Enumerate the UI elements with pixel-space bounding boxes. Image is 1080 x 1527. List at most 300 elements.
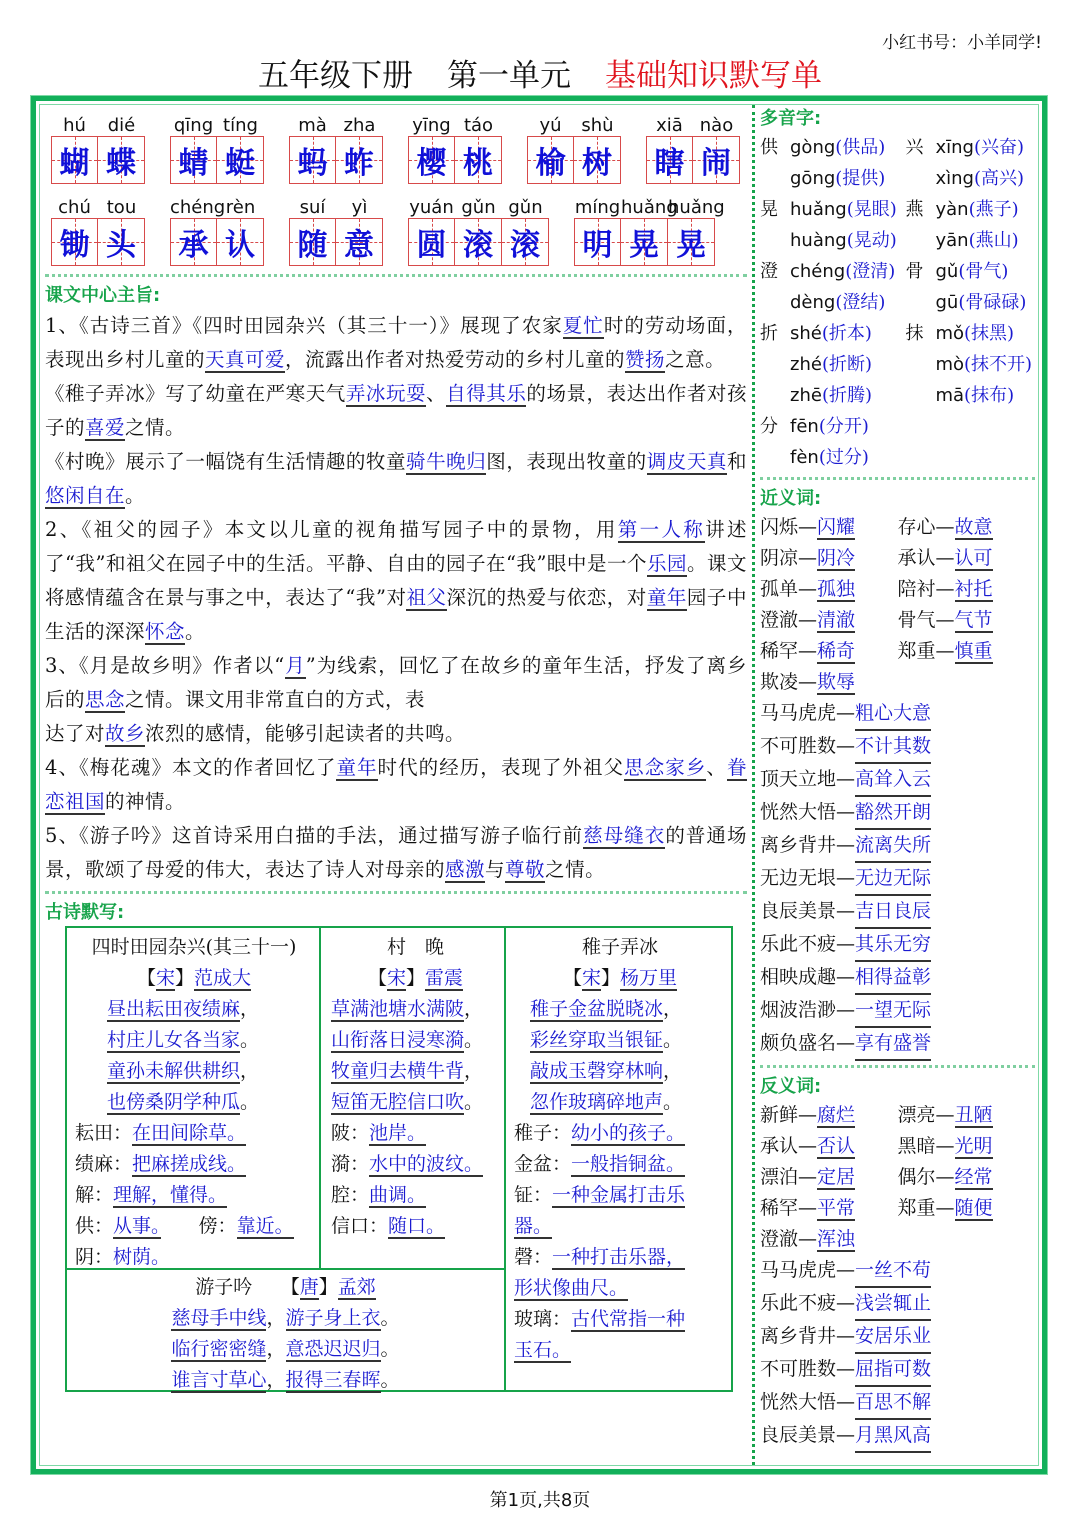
poem-line	[67, 1303, 504, 1334]
bracket: 】	[318, 1276, 338, 1298]
idiom: 良辰美景—	[760, 900, 856, 922]
note-line	[75, 1211, 313, 1242]
poems-table	[65, 926, 733, 1392]
pinyin: tou	[106, 197, 137, 218]
polyphone-char: 抹	[905, 323, 924, 344]
column-divider	[752, 105, 755, 1465]
answer-word: 光明	[954, 1135, 993, 1157]
idiom: 良辰美景—	[760, 1424, 856, 1446]
polyphone-char: 晃	[760, 199, 778, 220]
idiom: 烟波浩渺—	[760, 999, 856, 1021]
tianzige-boxes	[408, 218, 549, 266]
answer-idiom: 吉日良辰	[855, 896, 931, 929]
note-term: 玻璃：	[514, 1308, 572, 1330]
poem-line	[331, 1056, 500, 1087]
polyphone-char	[905, 225, 935, 256]
tianzige-cell	[502, 218, 549, 266]
polyphone-char	[905, 287, 935, 318]
antonyms-idiom-row	[760, 1387, 1035, 1420]
bracket: 【	[562, 967, 582, 989]
polyphone-example: (抹布)	[964, 385, 1015, 406]
poem-line-text: 谁言寸草心	[171, 1369, 267, 1391]
word: 漂泊—	[760, 1166, 818, 1188]
poem-line	[331, 994, 500, 1025]
polyphone-char	[905, 163, 935, 194]
answer-word: 平常	[817, 1197, 856, 1219]
word: 陪衬—	[897, 578, 955, 600]
note-def: 理解，懂得。	[113, 1184, 228, 1206]
polyphone-example: (澄清)	[845, 261, 896, 282]
bracket: 【	[136, 967, 156, 989]
answer-word: 故意	[954, 516, 993, 538]
poem-line	[67, 1334, 504, 1365]
polyphones-title: 多音字:	[760, 108, 822, 129]
note-term: 陂：	[331, 1122, 370, 1144]
note-line	[331, 1180, 500, 1211]
theme-1c: 《村晚》展示了一幅饶有生活情趣的牧童骑牛晚归图，表现出牧童的调皮天真和悠闲自在。	[45, 450, 747, 507]
tianzige-cell	[98, 218, 145, 266]
punct: ，	[464, 998, 484, 1020]
punct: 。	[464, 1091, 484, 1113]
antonyms-pair	[760, 1131, 898, 1162]
tianzige-boxes	[527, 136, 621, 184]
antonyms-row	[760, 1193, 1035, 1224]
note-def: 在田间除草。	[132, 1122, 247, 1144]
note-term: 钲：	[514, 1184, 553, 1206]
idiom: 马马虎虎—	[760, 702, 856, 724]
polyphone-example: (燕子)	[968, 199, 1019, 220]
answer-word: 否认	[817, 1135, 856, 1157]
title-grade: 五年级下册	[258, 58, 413, 94]
synonyms-idiom-row	[760, 764, 1035, 797]
hanzi: 锄	[59, 228, 90, 263]
poem-author: 范成大	[194, 967, 252, 989]
synonyms-pair	[898, 605, 1036, 636]
pinyin: huǎng	[621, 197, 678, 218]
synonyms-row	[760, 574, 1035, 605]
poem-line	[75, 1056, 313, 1087]
themes-paragraphs	[45, 309, 747, 887]
punct: ，	[464, 1060, 484, 1082]
tianzige-cell	[693, 136, 740, 184]
note-term: 供：	[75, 1215, 114, 1237]
idiom: 不可胜数—	[760, 735, 856, 757]
poem-line-text: 忽作玻璃碎地声	[530, 1091, 664, 1113]
polyphone-char: 折	[760, 323, 778, 344]
section-divider	[760, 477, 1035, 480]
polyphone-pinyin: huàng	[790, 230, 847, 251]
poem-author-line	[331, 963, 500, 994]
hanzi: 圆	[416, 228, 447, 263]
polyphone-pinyin: zhé	[790, 354, 822, 375]
pinyin: mà	[298, 115, 327, 136]
polyphone-example: (提供)	[835, 168, 886, 189]
poem-4	[67, 1268, 506, 1390]
word: 骨气—	[897, 609, 955, 631]
poem-author-line	[75, 963, 313, 994]
pinyin: xiā	[656, 115, 683, 136]
synonyms-pair	[760, 543, 898, 574]
polyphone-cell	[760, 132, 905, 163]
polyphone-char: 分	[760, 416, 778, 437]
polyphone-cell	[760, 380, 905, 411]
poem-line	[331, 1025, 500, 1056]
note-line	[514, 1304, 726, 1335]
polyphone-row	[760, 318, 1035, 349]
poem-line-text: 童孙未解供耕织	[107, 1060, 241, 1082]
poem-line-text: 也傍桑阴学种瓜	[107, 1091, 241, 1113]
note-def: 一种打击乐器，	[552, 1246, 686, 1268]
pinyin: rèn	[225, 197, 256, 218]
idiom: 顶天立地—	[760, 768, 856, 790]
poem-line	[331, 1087, 500, 1118]
antonyms-idiom-row	[760, 1420, 1035, 1453]
synonyms-idiom-row	[760, 698, 1035, 731]
polyphone-row	[760, 287, 1035, 318]
hanzi: 榆	[535, 146, 566, 181]
polyphone-cell	[905, 411, 1035, 442]
poem-author: 雷震	[425, 967, 464, 989]
pinyin: yīng	[412, 115, 451, 136]
note-term: 腔：	[331, 1184, 370, 1206]
answer-idiom: 安居乐业	[855, 1321, 931, 1354]
poem-dynasty: 宋	[155, 967, 175, 989]
pinyin: míng	[574, 197, 621, 218]
poem-name: 游子吟	[195, 1276, 253, 1298]
synonyms-pair	[760, 574, 898, 605]
idiom: 恍然大悟—	[760, 801, 856, 823]
punct: ，	[240, 998, 260, 1020]
note-term: 阴：	[75, 1246, 114, 1268]
bracket: 【	[290, 1276, 300, 1298]
polyphone-example: (过分)	[818, 447, 869, 468]
polyphone-char	[760, 163, 790, 194]
answer-word: 浑浊	[817, 1228, 856, 1250]
note-def: 玉石。	[514, 1339, 572, 1361]
polyphone-pinyin: shé	[790, 323, 822, 344]
poem-line-text: 牧童归去横牛背	[331, 1060, 465, 1082]
polyphone-char	[905, 349, 935, 380]
synonyms-pair	[898, 512, 1036, 543]
idiom: 乐此不疲—	[760, 1292, 856, 1314]
polyphone-pinyin: mǒ	[935, 323, 965, 344]
note-def: 器。	[514, 1215, 553, 1237]
pinyin-line	[51, 188, 145, 218]
tianzige-cell	[574, 218, 621, 266]
note-term: 稚子：	[514, 1122, 572, 1144]
antonyms-pair	[760, 1162, 898, 1193]
note-term: 信口：	[331, 1215, 389, 1237]
tianzige-boxes	[646, 136, 740, 184]
polyphone-pinyin: xīng	[935, 137, 974, 158]
word: 阴凉—	[760, 547, 818, 569]
answer-word: 慎重	[954, 640, 993, 662]
word: 存心—	[897, 516, 955, 538]
note-term: 解：	[75, 1184, 114, 1206]
polyphone-cell	[905, 225, 1035, 256]
hanzi: 蝴	[59, 146, 90, 181]
word-group	[527, 106, 621, 184]
note-def: 一般指铜盆。	[571, 1153, 686, 1175]
hanzi: 意	[344, 228, 374, 263]
pinyin: gǔn	[461, 197, 496, 218]
polyphone-char	[760, 442, 790, 473]
polyphone-char	[760, 225, 790, 256]
tianzige-cell	[668, 218, 715, 266]
theme-4: 4、《梅花魂》本文的作者回忆了童年时代的经历，表现了外祖父思念家乡、眷恋祖国的神情。	[45, 756, 747, 813]
bracket: 】	[175, 967, 195, 989]
poem-line-text: 临行密密缝	[171, 1338, 267, 1360]
note-line	[331, 1118, 500, 1149]
hanzi: 蜻	[178, 146, 209, 181]
answer-idiom: 流离失所	[855, 830, 931, 863]
synonyms-idiom-row	[760, 1028, 1035, 1061]
poem-2	[321, 928, 506, 1268]
tianzige-boxes	[289, 136, 383, 184]
polyphone-example: (抹黑)	[964, 323, 1015, 344]
section-divider	[760, 1065, 1035, 1068]
polyphone-row	[760, 442, 1035, 473]
antonyms-idiom-row	[760, 1288, 1035, 1321]
pinyin: nào	[699, 115, 734, 136]
tianzige-cell	[289, 136, 336, 184]
tianzige-cell	[621, 218, 668, 266]
word: 偶尔—	[897, 1166, 955, 1188]
punct: 。	[240, 1091, 260, 1113]
pinyin-line	[646, 106, 740, 136]
answer-idiom: 浅尝辄止	[855, 1288, 931, 1321]
tianzige-cell	[336, 136, 383, 184]
poems-title: 古诗默写:	[45, 902, 125, 923]
word: 闪烁—	[760, 516, 818, 538]
answer-word: 稀奇	[817, 640, 856, 662]
idiom: 乐此不疲—	[760, 933, 856, 955]
polyphone-pinyin: gū	[935, 292, 959, 313]
word-row-1	[45, 106, 747, 188]
answer-idiom: 百思不解	[855, 1387, 931, 1420]
poem-author: 杨万里	[620, 967, 678, 989]
word: 澄澈—	[760, 1228, 818, 1250]
synonyms-idiom-row	[760, 995, 1035, 1028]
polyphone-pinyin: zhē	[790, 385, 822, 406]
hanzi: 闹	[701, 146, 731, 181]
tianzige-boxes	[170, 218, 264, 266]
poem-line	[75, 994, 313, 1025]
answer-word: 腐烂	[817, 1104, 856, 1126]
pinyin: huǎng	[668, 197, 725, 218]
antonyms-list	[760, 1100, 1035, 1453]
word-row-2	[45, 188, 747, 270]
poem-line-text: 敲成玉磬穿林响	[530, 1060, 664, 1082]
tianzige-boxes	[574, 218, 715, 266]
theme-1b: 《稚子弄冰》写了幼童在严寒天气弄冰玩耍、自得其乐的场景，表达出作者对孩子的喜爱之情。	[45, 382, 747, 439]
polyphone-example: (骨碌碌)	[958, 292, 1027, 313]
pinyin-line	[51, 106, 145, 136]
idiom: 马马虎虎—	[760, 1259, 856, 1281]
pinyin: zha	[343, 115, 376, 136]
note-line	[331, 1149, 500, 1180]
note-line-cont	[514, 1273, 726, 1304]
synonyms-list	[760, 512, 1035, 1061]
synonyms-row	[760, 605, 1035, 636]
note-line	[75, 1180, 313, 1211]
word: 欺凌—	[760, 671, 818, 693]
punct: 。	[380, 1369, 400, 1391]
polyphone-example: (兴奋)	[973, 137, 1025, 158]
polyphone-cell	[905, 442, 1035, 473]
poem-line-text: 意恐迟迟归	[285, 1338, 381, 1360]
antonyms-pair	[760, 1224, 930, 1255]
hanzi: 头	[106, 228, 136, 263]
punct: ，	[266, 1338, 286, 1360]
pinyin: chú	[58, 197, 91, 218]
poem-dynasty: 宋	[386, 967, 406, 989]
poem-author: 孟郊	[337, 1276, 376, 1298]
pinyin: tíng	[223, 115, 258, 136]
polyphone-row	[760, 132, 1035, 163]
polyphone-cell	[760, 318, 905, 349]
polyphone-row	[760, 194, 1035, 225]
poem-line	[75, 1025, 313, 1056]
polyphone-cell	[760, 225, 905, 256]
polyphone-char: 供	[760, 137, 778, 158]
themes-title: 课文中心主旨:	[45, 285, 161, 306]
note-line-cont	[514, 1335, 726, 1366]
polyphone-cell	[760, 287, 905, 318]
polyphone-char	[905, 442, 935, 473]
polyphone-row	[760, 256, 1035, 287]
hanzi: 蝶	[106, 146, 136, 181]
pinyin-line	[574, 188, 725, 218]
polyphone-pinyin: fēn	[790, 416, 819, 437]
word: 孤单—	[760, 578, 818, 600]
idiom: 恍然大悟—	[760, 1391, 856, 1413]
synonyms-pair	[760, 512, 898, 543]
tianzige-boxes	[51, 218, 145, 266]
polyphone-pinyin: huǎng	[790, 199, 847, 220]
hanzi: 樱	[416, 146, 447, 181]
note-line	[514, 1149, 726, 1180]
pinyin: suí	[299, 197, 326, 218]
polyphone-char	[905, 411, 935, 442]
right-column	[760, 106, 1035, 1453]
punct: ，	[266, 1307, 286, 1329]
tianzige-cell	[455, 136, 502, 184]
polyphone-pinyin: gōng	[790, 168, 836, 189]
answer-word: 定居	[817, 1166, 856, 1188]
note-def: 随口。	[388, 1215, 446, 1237]
note-def: 树荫。	[113, 1246, 171, 1268]
polyphone-cell	[760, 194, 905, 225]
punct: ，	[663, 998, 683, 1020]
tianzige-boxes	[51, 136, 145, 184]
word-group	[408, 106, 502, 184]
poem-1	[67, 928, 321, 1268]
polyphones-list	[760, 132, 1035, 473]
pinyin-line	[170, 106, 264, 136]
antonyms-row	[760, 1100, 1035, 1131]
antonyms-pair	[898, 1100, 1036, 1131]
section-divider	[45, 274, 747, 277]
pinyin: qīng	[173, 115, 214, 136]
punct: ，	[663, 1060, 683, 1082]
punct: ，	[266, 1369, 286, 1391]
idiom: 相映成趣—	[760, 966, 856, 988]
theme-5: 5、《游子吟》这首诗采用白描的手法，通过描写游子临行前慈母缝衣的普通场景，歌颂了母爱的伟大，表达了诗人对母亲的感激与尊敬之情。	[45, 824, 747, 881]
theme-3: 3、《月是故乡明》作者以“月”为线索，回忆了在故乡的童年生活，抒发了离乡后的思念之情。课文用非常直白的方式，表 达了对故乡浓烈的感情，能够引起读者的共鸣。	[45, 654, 747, 745]
hanzi: 认	[225, 228, 255, 263]
polyphone-row	[760, 225, 1035, 256]
polyphone-cell	[905, 256, 1035, 287]
polyphone-cell	[905, 132, 1035, 163]
antonyms-pair	[760, 1193, 898, 1224]
synonyms-idiom-row	[760, 830, 1035, 863]
polyphone-example: (燕山)	[968, 230, 1019, 251]
hanzi: 瞎	[654, 146, 685, 181]
poem-line-text: 昼出耘田夜绩麻	[107, 998, 241, 1020]
synonyms-idiom-row	[760, 731, 1035, 764]
poem-line	[514, 1025, 726, 1056]
pinyin: hú	[63, 115, 86, 136]
polyphone-example: (澄结)	[835, 292, 886, 313]
idiom: 离乡背井—	[760, 834, 856, 856]
antonyms-pair	[898, 1131, 1036, 1162]
note-term: 绩麻：	[75, 1153, 133, 1175]
answer-word: 孤独	[817, 578, 856, 600]
polyphone-char	[905, 380, 935, 411]
worksheet-frame	[31, 96, 1047, 1474]
answer-word: 阴冷	[817, 547, 856, 569]
answer-word: 清澈	[817, 609, 856, 631]
polyphone-row	[760, 411, 1035, 442]
punct: 。	[663, 1029, 683, 1051]
polyphone-char	[760, 287, 790, 318]
page-number: 第1页,共8页	[489, 1490, 591, 1511]
poem-line-text: 报得三春晖	[285, 1369, 381, 1391]
polyphone-cell	[905, 194, 1035, 225]
antonyms-row	[760, 1131, 1035, 1162]
tianzige-cell	[408, 218, 455, 266]
answer-idiom: 不计其数	[855, 731, 931, 764]
polyphone-pinyin: yān	[935, 230, 969, 251]
tianzige-cell	[574, 136, 621, 184]
hanzi: 蚱	[344, 146, 374, 181]
answer-word: 认可	[954, 547, 993, 569]
word: 稀罕—	[760, 640, 818, 662]
poem-heading	[67, 1272, 504, 1303]
polyphone-cell	[905, 349, 1035, 380]
tianzige-cell	[646, 136, 693, 184]
polyphone-example: (抹不开)	[964, 354, 1033, 375]
polyphone-example: (晃动)	[846, 230, 897, 251]
answer-idiom: 粗心大意	[855, 698, 931, 731]
hanzi: 蚂	[297, 146, 328, 181]
poem-line-text: 草满池塘水满陂	[331, 998, 465, 1020]
answer-idiom: 屈指可数	[855, 1354, 931, 1387]
synonyms-title: 近义词:	[760, 488, 822, 509]
pinyin-line	[170, 188, 264, 218]
polyphone-example: (供品)	[835, 137, 886, 158]
synonyms-row	[760, 512, 1035, 543]
poem-line	[514, 994, 726, 1025]
tianzige-boxes	[170, 136, 264, 184]
theme-1: 1、《古诗三首》《四时田园杂兴（其三十一）》展现了农家夏忙时的劳动场面，表现出乡村儿童的天真可爱，流露出作者对热爱劳动的乡村儿童的赞扬之意。	[45, 314, 747, 371]
hanzi: 承	[178, 228, 209, 263]
polyphone-char: 澄	[760, 261, 778, 282]
synonyms-pair	[898, 574, 1036, 605]
synonyms-row	[760, 667, 1035, 698]
note-term: 磬：	[514, 1246, 553, 1268]
